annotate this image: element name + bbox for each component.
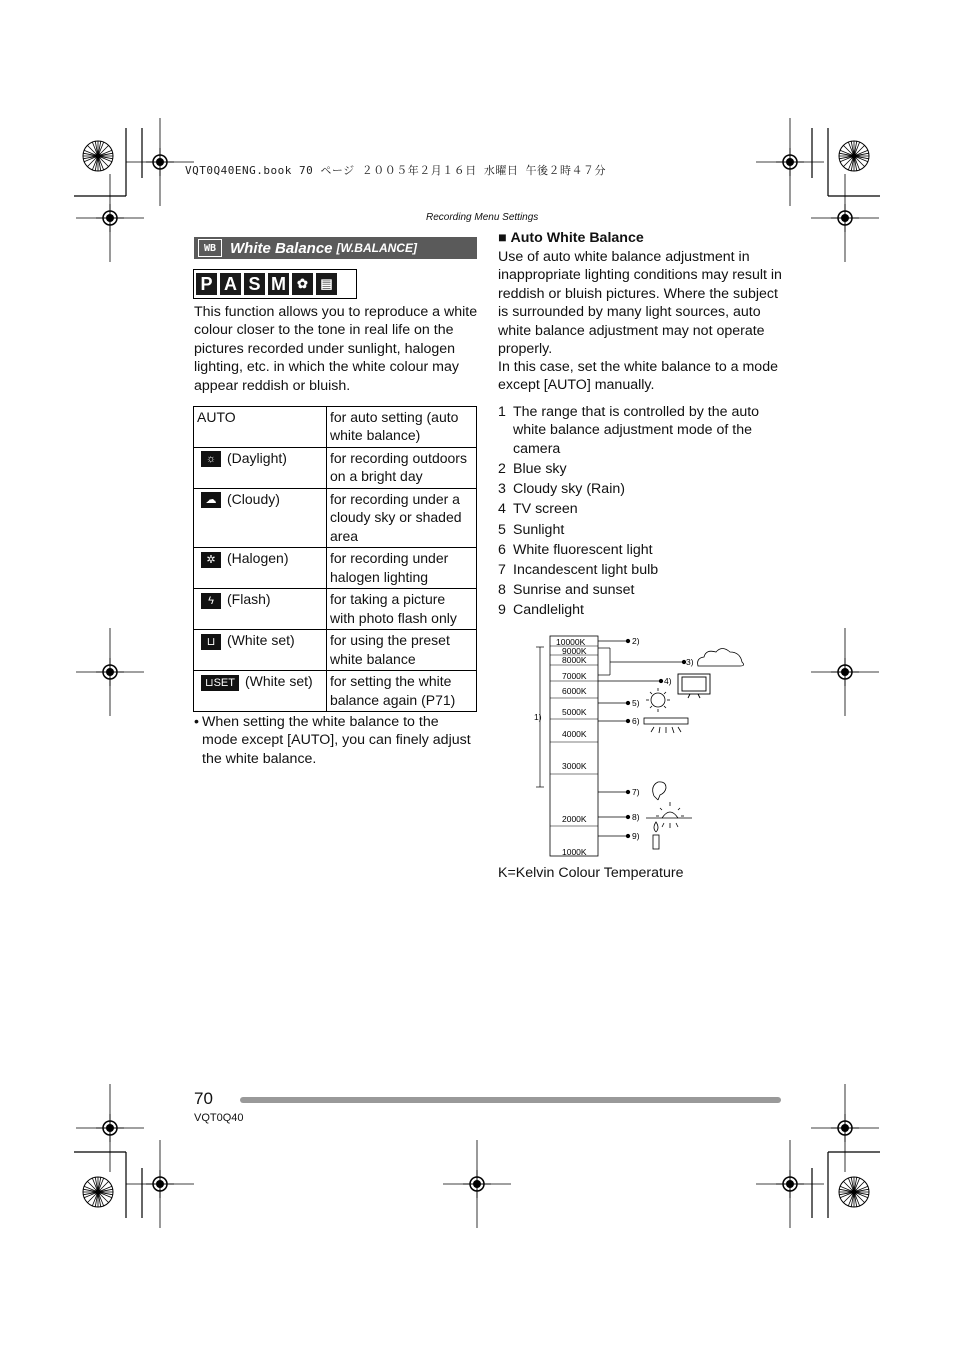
white-set-set-icon: ⊔SET bbox=[201, 675, 239, 691]
description-cell: for recording under a cloudy sky or shaded area bbox=[327, 489, 477, 548]
list-item: 2 Blue sky bbox=[498, 461, 567, 478]
kelvin-note: K=Kelvin Colour Temperature bbox=[498, 865, 684, 881]
sunset-icon bbox=[646, 802, 692, 828]
marker-label: 3) bbox=[686, 657, 694, 667]
setting-label: (White set) bbox=[227, 632, 295, 649]
print-info-line: VQT0Q40ENG.book 70 ページ ２００５年２月１６日 水曜日 午後２時４７分 bbox=[185, 164, 606, 177]
scale-label: 10000K bbox=[556, 637, 586, 647]
marker-label: 7) bbox=[632, 787, 640, 797]
table-row bbox=[194, 407, 477, 448]
setting-cell bbox=[194, 407, 327, 448]
marker-label: 1) bbox=[534, 712, 542, 722]
scale-label: 2000K bbox=[562, 814, 587, 824]
white-balance-table bbox=[193, 406, 477, 712]
setting-label: AUTO bbox=[197, 409, 236, 425]
colour-temperature-diagram bbox=[520, 630, 760, 862]
scale-label: 8000K bbox=[562, 655, 587, 665]
setting-label: (Cloudy) bbox=[227, 491, 280, 507]
setting-cell bbox=[194, 548, 327, 589]
description-cell: for setting the white balance again (P71) bbox=[327, 671, 477, 712]
flash-icon: ϟ bbox=[201, 593, 221, 609]
model-code: VQT0Q40 bbox=[194, 1112, 244, 1124]
scale-label: 7000K bbox=[562, 671, 587, 681]
note-bullet bbox=[194, 713, 474, 768]
tv-screen-icon bbox=[678, 674, 710, 698]
description-cell: for using the preset white balance bbox=[327, 630, 477, 671]
motion-picture-icon: ▤ bbox=[316, 273, 337, 295]
setting-cell bbox=[194, 448, 327, 489]
list-item: 1 The range that is controlled by the auto white balance adjustment mode of the camera bbox=[498, 404, 760, 457]
description-cell: for taking a picture with photo flash only bbox=[327, 589, 477, 630]
marker-label: 4) bbox=[664, 676, 672, 686]
description-cell: for auto setting (auto white balance) bbox=[327, 407, 477, 448]
setting-cell bbox=[194, 589, 327, 630]
mode-s-icon: S bbox=[244, 273, 265, 295]
auto-wb-body-2: In this case, set the white balance to a mode except [AUTO] manually. bbox=[498, 359, 778, 394]
list-item: 4 TV screen bbox=[498, 501, 578, 518]
table-row bbox=[194, 671, 477, 712]
intro-paragraph: This function allows you to reproduce a white colour closer to the tone in real life on the pictures recorded under sunlight, halogen lighting, etc. in which the white colour may appear reddish or bluish. bbox=[194, 304, 478, 394]
marker-label: 5) bbox=[632, 698, 640, 708]
bullet-icon: • bbox=[194, 714, 199, 730]
sun-icon bbox=[646, 688, 670, 712]
table-row bbox=[194, 589, 477, 630]
setting-label: (Halogen) bbox=[227, 550, 289, 567]
setting-label: (White set) bbox=[245, 673, 313, 690]
white-balance-icon: WB bbox=[198, 239, 222, 257]
setting-cell bbox=[194, 630, 327, 671]
table-row bbox=[194, 630, 477, 671]
mode-m-icon: M bbox=[268, 273, 289, 295]
marker-label: 9) bbox=[632, 831, 640, 841]
setting-cell bbox=[194, 489, 327, 548]
candle-icon bbox=[653, 822, 659, 849]
mode-icons-strip bbox=[193, 269, 357, 299]
page-number: 70 bbox=[194, 1089, 213, 1108]
setting-cell bbox=[194, 671, 327, 712]
table-row bbox=[194, 489, 477, 548]
auto-wb-title: Auto White Balance bbox=[510, 230, 644, 246]
cloudy-icon: ☁ bbox=[201, 492, 221, 508]
section-title: White Balance bbox=[230, 239, 333, 257]
table-row bbox=[194, 548, 477, 589]
list-item: 3 Cloudy sky (Rain) bbox=[498, 481, 625, 498]
cloud-icon bbox=[698, 649, 744, 667]
footer-rule bbox=[240, 1097, 781, 1103]
running-header: Recording Menu Settings bbox=[426, 212, 539, 223]
mode-a-icon: A bbox=[220, 273, 241, 295]
fluorescent-light-icon bbox=[644, 718, 688, 733]
daylight-icon: ☼ bbox=[201, 451, 221, 467]
scale-label: 1000K bbox=[562, 847, 587, 857]
list-item: 6 White fluorescent light bbox=[498, 541, 653, 558]
halogen-icon: ✲ bbox=[201, 552, 221, 568]
square-bullet-icon: ■ bbox=[498, 230, 511, 246]
note-text: When setting the white balance to the mode except [AUTO], you can finely adjust the white balance. bbox=[202, 714, 471, 767]
scale-label: 4000K bbox=[562, 729, 587, 739]
mode-p-icon: P bbox=[196, 273, 217, 295]
scale-label: 9000K bbox=[562, 646, 587, 656]
description-cell: for recording under halogen lighting bbox=[327, 548, 477, 589]
list-item: 9 Candlelight bbox=[498, 602, 584, 619]
setting-label: (Daylight) bbox=[227, 450, 287, 466]
auto-wb-heading bbox=[498, 229, 788, 247]
light-bulb-icon bbox=[653, 782, 666, 800]
scale-label: 6000K bbox=[562, 686, 587, 696]
description-cell: for recording outdoors on a bright day bbox=[327, 448, 477, 489]
marker-label: 6) bbox=[632, 716, 640, 726]
marker-label: 2) bbox=[632, 636, 640, 646]
legend-list bbox=[498, 403, 783, 622]
scale-label: 3000K bbox=[562, 761, 587, 771]
macro-icon: ✿ bbox=[292, 273, 313, 295]
white-set-icon: ⊔ bbox=[201, 634, 221, 650]
table-row bbox=[194, 448, 477, 489]
section-subtitle: [W.BALANCE] bbox=[336, 241, 417, 255]
list-item: 8 Sunrise and sunset bbox=[498, 582, 635, 599]
list-item: 7 Incandescent light bulb bbox=[498, 562, 659, 579]
auto-wb-body: Use of auto white balance adjustment in inappropriate lighting conditions may result in reddish or bluish pictures. Where the subject is surrounded by many light sources, auto white balance adjustment may not operate properly. bbox=[498, 249, 782, 358]
scale-label: 5000K bbox=[562, 707, 587, 717]
list-item: 5 Sunlight bbox=[498, 521, 565, 538]
marker-label: 8) bbox=[632, 812, 640, 822]
section-title-bar bbox=[194, 237, 477, 259]
setting-label: (Flash) bbox=[227, 591, 271, 608]
